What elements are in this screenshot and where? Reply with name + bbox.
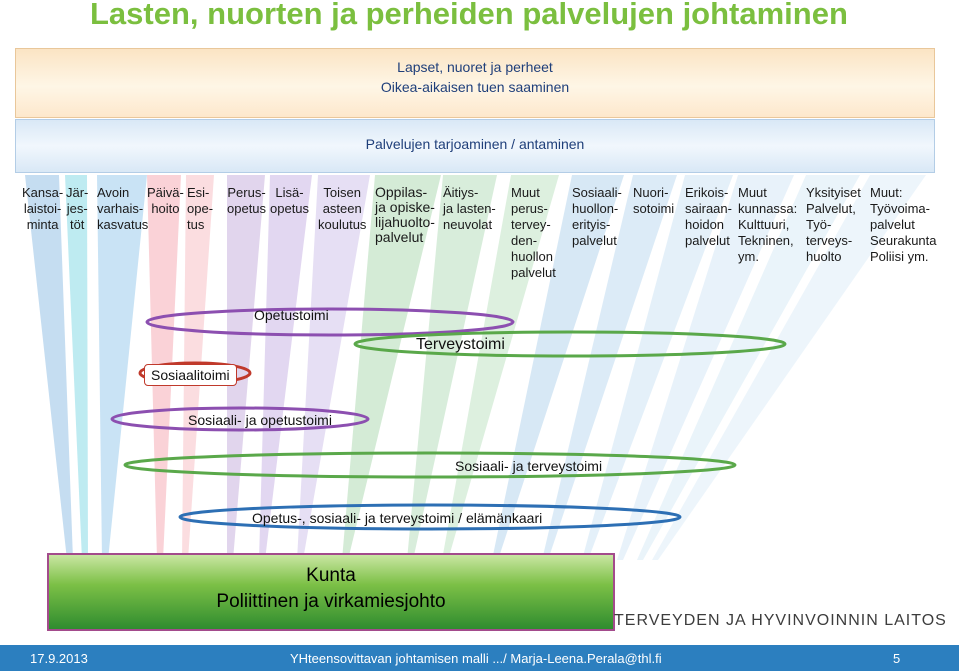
- service-column-label: Oppilas- ja opiske- lijahuolto- palvelut: [375, 184, 435, 245]
- service-column-label: Päivä- hoito: [147, 185, 184, 216]
- service-column-label: Nuori- sotoimi: [633, 185, 675, 216]
- service-provision-label: Palvelujen tarjoaminen / antaminen: [365, 136, 585, 152]
- service-column-label: Toisen asteen koulutus: [318, 185, 367, 232]
- service-column-label: Jär- jes- töt: [66, 185, 89, 232]
- footer-date: 17.9.2013: [30, 651, 88, 666]
- service-column-label: Perus- opetus: [227, 185, 267, 216]
- service-column-label: Äitiys- ja lasten- neuvolat: [443, 185, 496, 232]
- service-column-label: Muut kunnassa: Kulttuuri, Tekninen, ym.: [738, 185, 798, 264]
- terveystoimi-label: Terveystoimi: [416, 336, 505, 353]
- service-column-label: Lisä- opetus: [270, 185, 310, 216]
- service-column-label: Esi- ope- tus: [187, 185, 214, 232]
- kunta-title: Kunta: [306, 565, 356, 586]
- opetustoimi-label: Opetustoimi: [254, 307, 329, 323]
- page-title: Lasten, nuorten ja perheiden palvelujen johtaminen: [90, 0, 848, 31]
- service-column-label: Kansa- laistoi- minta: [22, 185, 64, 232]
- service-column-label: Muut perus- terveу- den- huollon palvelut: [511, 185, 556, 280]
- kunta-box: [47, 553, 615, 631]
- thl-institute-name: TERVEYDEN JA HYVINVOINNIN LAITOS: [614, 612, 947, 629]
- sos-opetus-label: Sosiaali- ja opetustoimi: [188, 412, 332, 428]
- service-column-label: Erikois- sairaan- hoidon palvelut: [685, 185, 732, 248]
- kunta-subtitle: Poliittinen ja virkamiesjohto: [216, 591, 446, 612]
- sos-terveys-label: Sosiaali- ja terveystoimi: [455, 458, 603, 474]
- service-column-label: Sosiaali- huollon- erityis- palvelut: [572, 185, 622, 248]
- service-column-label: Avoin varhais- kasvatus: [97, 185, 149, 232]
- families-line-2: Oikea-aikaisen tuen saaminen: [380, 79, 570, 95]
- service-column-label: Yksityiset Palvelut, Työ- terveys- huolto: [806, 185, 861, 264]
- service-column-label: Muut: Työvoima- palvelut Seurakunta Poliisi ym.: [870, 185, 937, 264]
- sosiaalitoimi-label: Sosiaalitoimi: [144, 364, 237, 386]
- families-line-1: Lapset, nuoret ja perheet: [397, 59, 553, 75]
- footer-bar: [0, 645, 959, 671]
- footer-center: YHteensovittavan johtamisen malli .../ Marja-Leena.Perala@thl.fi: [290, 651, 662, 666]
- kaikki-label: Opetus-, sosiaali- ja terveystoimi / elämänkaari: [252, 510, 543, 526]
- footer-page: 5: [893, 651, 901, 666]
